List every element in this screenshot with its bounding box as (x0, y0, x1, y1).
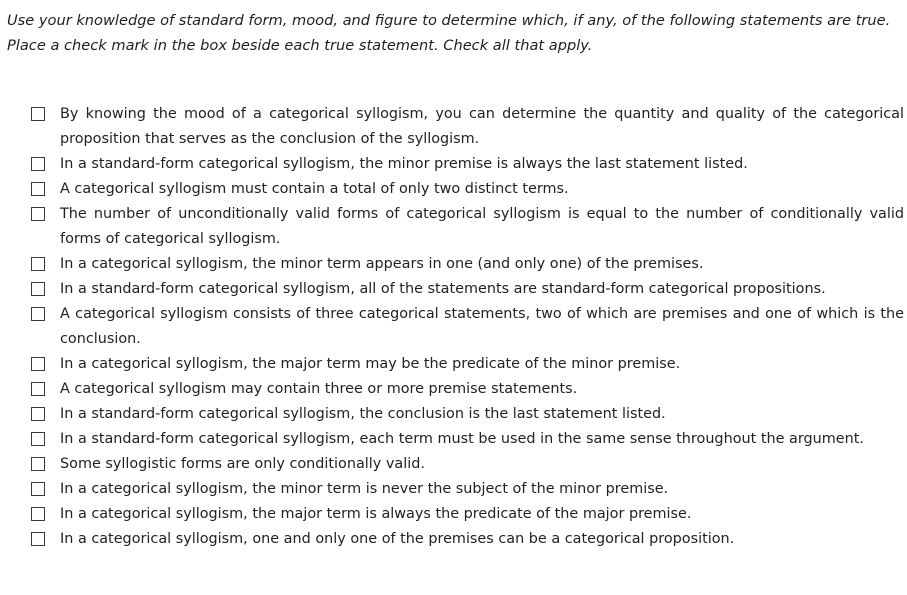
checkbox[interactable] (31, 382, 45, 396)
answer-option[interactable] (30, 277, 904, 302)
answer-option[interactable] (30, 152, 904, 177)
answer-options-list (30, 102, 904, 552)
checkbox[interactable] (31, 307, 45, 321)
checkbox[interactable] (31, 357, 45, 371)
checkbox[interactable] (31, 432, 45, 446)
answer-option[interactable] (30, 452, 904, 477)
option-label: A categorical syllogism must contain a total of only two distinct terms. (60, 181, 569, 197)
answer-option[interactable] (30, 302, 904, 352)
checkbox[interactable] (31, 157, 45, 171)
checkbox[interactable] (31, 532, 45, 546)
answer-option[interactable] (30, 252, 904, 277)
option-label: In a standard-form categorical syllogism, the conclusion is the last statement listed. (60, 406, 666, 422)
checkbox[interactable] (31, 507, 45, 521)
question-instructions: Use your knowledge of standard form, mood, and figure to determine which, if any, of the following statements are true. Place a check mark in the box beside each true statement. Check all that apply. (7, 12, 891, 54)
checkbox[interactable] (31, 282, 45, 296)
option-label: In a categorical syllogism, the major term may be the predicate of the minor premise. (60, 356, 681, 372)
option-label: A categorical syllogism consists of three categorical statements, two of which are premises and one of which is the conclusion. (60, 306, 904, 347)
option-label: In a standard-form categorical syllogism, each term must be used in the same sense throughout the argument. (60, 431, 864, 447)
option-label: The number of unconditionally valid forms of categorical syllogism is equal to the number of conditionally valid forms of categorical syllogism. (60, 206, 904, 247)
checkbox[interactable] (31, 182, 45, 196)
answer-option[interactable] (30, 427, 904, 452)
option-label: In a categorical syllogism, one and only one of the premises can be a categorical proposition. (60, 531, 735, 547)
answer-option[interactable] (30, 202, 904, 252)
answer-option[interactable] (30, 527, 904, 552)
checkbox[interactable] (31, 107, 45, 121)
option-label: In a standard-form categorical syllogism, all of the statements are standard-form categorical propositions. (60, 281, 826, 297)
option-label: Some syllogistic forms are only conditionally valid. (60, 456, 425, 472)
checkbox[interactable] (31, 257, 45, 271)
checkbox[interactable] (31, 482, 45, 496)
answer-option[interactable] (30, 477, 904, 502)
answer-option[interactable] (30, 177, 904, 202)
checkbox[interactable] (31, 207, 45, 221)
answer-option[interactable] (30, 352, 904, 377)
answer-option[interactable] (30, 102, 904, 152)
option-label: In a categorical syllogism, the minor term is never the subject of the minor premise. (60, 481, 669, 497)
checkbox[interactable] (31, 407, 45, 421)
answer-option[interactable] (30, 402, 904, 427)
option-label: In a categorical syllogism, the minor term appears in one (and only one) of the premises. (60, 256, 704, 272)
answer-option[interactable] (30, 377, 904, 402)
option-label: A categorical syllogism may contain three or more premise statements. (60, 381, 578, 397)
checkbox[interactable] (31, 457, 45, 471)
answer-option[interactable] (30, 502, 904, 527)
option-label: By knowing the mood of a categorical syllogism, you can determine the quantity and quality of the categorical proposition that serves as the conclusion of the syllogism. (60, 106, 904, 147)
option-label: In a standard-form categorical syllogism, the minor premise is always the last statement listed. (60, 156, 748, 172)
option-label: In a categorical syllogism, the major term is always the predicate of the major premise. (60, 506, 692, 522)
